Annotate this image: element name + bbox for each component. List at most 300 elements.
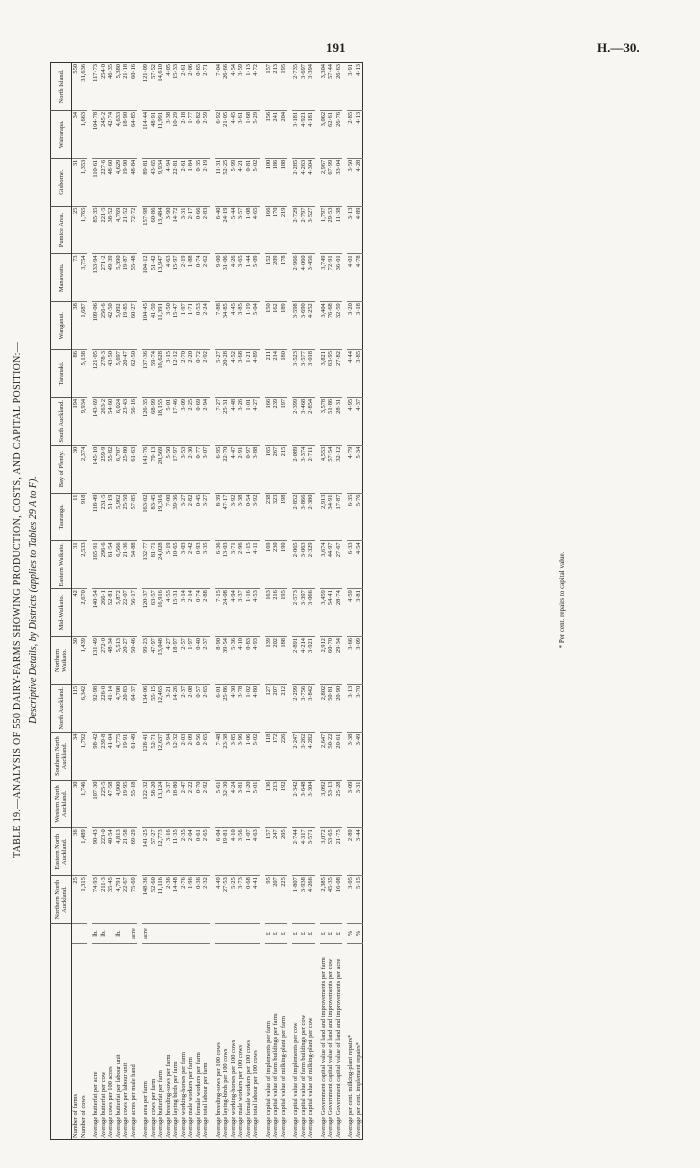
table-cell: 5,872 bbox=[115, 589, 123, 637]
table-cell: 132·77 bbox=[142, 541, 150, 589]
table-cell: 13,484 bbox=[157, 206, 165, 254]
table-cell: 92·98 bbox=[92, 684, 100, 732]
table-cell: 1·07 bbox=[245, 828, 253, 876]
table-cell: 172 bbox=[272, 732, 280, 780]
table-cell: 3,821 bbox=[320, 350, 328, 398]
table-cell: 6,342 bbox=[80, 684, 88, 732]
row-unit bbox=[122, 924, 130, 944]
table-cell: 2,533 bbox=[80, 541, 88, 589]
table-cell: 225 bbox=[280, 876, 288, 924]
table-cell: 3·20 bbox=[347, 302, 355, 350]
table-cell: 2·92 bbox=[202, 350, 210, 398]
table-cell: 19·95 bbox=[122, 780, 130, 828]
table-cell: 3·27 bbox=[180, 493, 188, 541]
header-corner bbox=[51, 924, 72, 1140]
table-cell: 3·92 bbox=[230, 493, 238, 541]
table-cell: 2·88 bbox=[202, 589, 210, 637]
table-cell: 157 bbox=[265, 63, 273, 111]
table-cell: 6,566 bbox=[115, 541, 123, 589]
table-cell: 12,637 bbox=[157, 732, 165, 780]
table-cell: 157·98 bbox=[142, 206, 150, 254]
table-cell: 22·81 bbox=[172, 158, 180, 206]
table-cell: 11 bbox=[72, 493, 80, 541]
table-cell: 214 bbox=[272, 350, 280, 398]
table-cell: 4·44 bbox=[347, 350, 355, 398]
table-cell: 226 bbox=[280, 732, 288, 780]
table-row bbox=[142, 63, 150, 1140]
table-row bbox=[195, 63, 203, 1140]
table-cell: 1,792 bbox=[80, 732, 88, 780]
table-cell: 4·304 bbox=[307, 158, 315, 206]
table-row bbox=[237, 63, 245, 1140]
table-cell: 3·16 bbox=[165, 828, 173, 876]
table-cell: 4·94 bbox=[230, 589, 238, 637]
table-cell: 263·2 bbox=[100, 397, 108, 445]
table-cell: 2·06 bbox=[187, 63, 195, 111]
table-cell: 4·89 bbox=[252, 350, 260, 398]
table-cell: 44·97 bbox=[327, 541, 335, 589]
row-label: Average female workers per 100 cows bbox=[244, 1039, 252, 1138]
table-cell: 5·76 bbox=[355, 493, 363, 541]
table-cell: 278·3 bbox=[100, 350, 108, 398]
table-cell: 20·90 bbox=[335, 684, 343, 732]
table-cell: 114·44 bbox=[142, 110, 150, 158]
table-cell: 29·34 bbox=[335, 637, 343, 685]
table-cell: 131·49 bbox=[92, 637, 100, 685]
table-cell: 60·27 bbox=[130, 302, 138, 350]
table-cell: 18·90 bbox=[122, 110, 130, 158]
table-cell: 34·91 bbox=[327, 493, 335, 541]
table-cell: 3·15 bbox=[165, 350, 173, 398]
table-cell: 166 bbox=[265, 397, 273, 445]
table-cell: 69·29 bbox=[130, 828, 138, 876]
table-cell: 50·46 bbox=[130, 637, 138, 685]
table-cell: 296·6 bbox=[100, 541, 108, 589]
table-cell: 53·13 bbox=[327, 780, 335, 828]
table-cell: 4·54 bbox=[355, 541, 363, 589]
table-cell: 0·74 bbox=[195, 254, 203, 302]
table-cell: 213 bbox=[272, 63, 280, 111]
table-cell: 0·72 bbox=[195, 350, 203, 398]
table-cell: 3,459 bbox=[320, 589, 328, 637]
table-cell: 3·68 bbox=[237, 350, 245, 398]
table-cell: 10·29 bbox=[172, 110, 180, 158]
row-label: Average male workers per 100 cows bbox=[237, 1044, 244, 1138]
table-cell: 0·68 bbox=[245, 876, 253, 924]
table-cell: 43·65 bbox=[150, 158, 158, 206]
table-cell: 30 bbox=[72, 445, 80, 493]
row-label: Average butterfat per farm bbox=[157, 1070, 164, 1138]
table-cell: 4·214 bbox=[300, 637, 308, 685]
table-cell: 0·35 bbox=[195, 158, 203, 206]
table-cell: 2·59 bbox=[202, 110, 210, 158]
table-cell: 3·59 bbox=[237, 63, 245, 111]
table-cell: 3·96 bbox=[237, 732, 245, 780]
table-cell: 4·181 bbox=[307, 110, 315, 158]
table-cell: 2·92 bbox=[202, 780, 210, 828]
table-cell: 271·2 bbox=[100, 254, 108, 302]
table-cell: 27·53 bbox=[222, 876, 230, 924]
table-cell: 3·304 bbox=[307, 780, 315, 828]
table-cell: 4·49 bbox=[215, 876, 223, 924]
table-cell: 3,072 bbox=[320, 828, 328, 876]
table-cell: 2·61 bbox=[180, 158, 188, 206]
row-label: Number of cows bbox=[79, 1095, 87, 1138]
table-cell: 1·16 bbox=[245, 589, 253, 637]
table-cell: 5·29 bbox=[252, 110, 260, 158]
table-cell: 3·91 bbox=[347, 63, 355, 111]
table-cell: 2·329 bbox=[307, 541, 315, 589]
table-cell: 2·82 bbox=[187, 493, 195, 541]
table-cell: 207 bbox=[272, 684, 280, 732]
table-cell: 24·19 bbox=[222, 206, 230, 254]
table-row bbox=[165, 63, 173, 1140]
table-cell: 26·63 bbox=[335, 63, 343, 111]
table-cell: 2·573 bbox=[292, 589, 300, 637]
table-cell: 2·089 bbox=[292, 445, 300, 493]
row-unit bbox=[237, 924, 245, 944]
table-cell: 42·50 bbox=[107, 302, 115, 350]
table-cell: 148·36 bbox=[142, 876, 150, 924]
table-cell: 20·27 bbox=[122, 637, 130, 685]
table-cell: 104·45 bbox=[142, 302, 150, 350]
table-cell: 72·91 bbox=[327, 254, 335, 302]
table-cell: 2·19 bbox=[180, 254, 188, 302]
table-cell: 3·14 bbox=[180, 589, 188, 637]
table-cell: 5·27 bbox=[215, 350, 223, 398]
table-cell: 5·99 bbox=[230, 158, 238, 206]
table-cell: 192 bbox=[280, 780, 288, 828]
table-cell: 3·523 bbox=[292, 350, 300, 398]
column-header: Bay of Plenty. bbox=[51, 445, 72, 493]
table-cell: 41·59 bbox=[150, 302, 158, 350]
table-cell: 4·48 bbox=[230, 397, 238, 445]
table-cell: 5·09 bbox=[252, 254, 260, 302]
table-cell: 2·36 bbox=[165, 876, 173, 924]
table-row bbox=[335, 63, 343, 1140]
table-cell: 104·12 bbox=[142, 254, 150, 302]
table-cell: 20·47 bbox=[122, 350, 130, 398]
table-cell: 21·36 bbox=[122, 541, 130, 589]
row-unit: £ bbox=[335, 924, 343, 944]
table-cell: 11·38 bbox=[335, 206, 343, 254]
table-cell: 6·04 bbox=[215, 828, 223, 876]
table-cell: 256·6 bbox=[100, 302, 108, 350]
table-footnote: * Per cent. repairs to capital value. bbox=[558, 551, 566, 649]
table-cell: 141·76 bbox=[142, 445, 150, 493]
row-label: Average working-horses per 100 cows bbox=[229, 1039, 237, 1138]
table-cell: 231·5 bbox=[100, 493, 108, 541]
table-cell: 5·01 bbox=[252, 780, 260, 828]
row-label: Average per cent. implement repairs* bbox=[354, 1042, 362, 1138]
table-cell: 74·93 bbox=[92, 876, 100, 924]
table-row bbox=[307, 63, 315, 1140]
table-cell: 4·41 bbox=[252, 876, 260, 924]
row-label: Average capital value of implements per cow bbox=[292, 1022, 299, 1138]
table-cell: 29·53 bbox=[327, 206, 335, 254]
table-cell: 61·54 bbox=[107, 541, 115, 589]
table-cell: 0·56 bbox=[195, 732, 203, 780]
row-unit bbox=[180, 924, 188, 944]
table-cell: 5·36 bbox=[230, 637, 238, 685]
table-cell: 1·84 bbox=[187, 158, 195, 206]
table-cell: 2·30 bbox=[187, 445, 195, 493]
table-cell: 259·9 bbox=[100, 445, 108, 493]
table-cell: 25 bbox=[72, 206, 80, 254]
table-cell: 3·598 bbox=[292, 302, 300, 350]
table-cell: 62·50 bbox=[130, 350, 138, 398]
row-unit: lb. bbox=[100, 924, 108, 944]
table-cell: 63·95 bbox=[327, 350, 335, 398]
table-header-row bbox=[51, 63, 72, 1140]
table-cell: 204 bbox=[280, 110, 288, 158]
table-cell: 115 bbox=[72, 684, 80, 732]
table-cell: 2·247 bbox=[292, 732, 300, 780]
table-cell: 127 bbox=[265, 684, 273, 732]
table-cell: 31,636 bbox=[80, 63, 88, 111]
column-header: Taranaki. bbox=[51, 350, 72, 398]
page-number: 191 bbox=[326, 40, 346, 55]
table-cell: 1·06 bbox=[245, 732, 253, 780]
table-cell: 4,629 bbox=[115, 158, 123, 206]
table-cell: 30 bbox=[72, 637, 80, 685]
table-cell: 195 bbox=[280, 589, 288, 637]
table-cell: 2·854 bbox=[307, 397, 315, 445]
table-cell: 24·08 bbox=[222, 589, 230, 637]
table-cell: 1·71 bbox=[187, 302, 195, 350]
table-cell: 17·46 bbox=[172, 397, 180, 445]
table-cell: 2,374 bbox=[80, 445, 88, 493]
table-cell: 2·37 bbox=[202, 637, 210, 685]
table-cell: 31·06 bbox=[222, 254, 230, 302]
row-unit: lb. bbox=[115, 924, 123, 944]
table-cell: 3·063 bbox=[300, 541, 308, 589]
table-cell: 3·90 bbox=[165, 206, 173, 254]
table-cell: 3·13 bbox=[347, 684, 355, 732]
table-cell: 3·61 bbox=[237, 110, 245, 158]
table-cell: 3·31 bbox=[180, 206, 188, 254]
table-cell: 5,138 bbox=[80, 350, 88, 398]
table-cell: 0·82 bbox=[195, 110, 203, 158]
column-header: Tauranga. bbox=[51, 493, 72, 541]
table-cell: 4·24 bbox=[230, 780, 238, 828]
table-cell: 1,353 bbox=[80, 158, 88, 206]
table-cell: 3·53 bbox=[180, 445, 188, 493]
table-cell: 3·49 bbox=[355, 732, 363, 780]
row-unit: acre bbox=[130, 924, 138, 944]
table-cell: 190 bbox=[280, 541, 288, 589]
table-row bbox=[230, 63, 238, 1140]
table-cell: 28·31 bbox=[335, 397, 343, 445]
table-cell: 241 bbox=[272, 110, 280, 158]
table-cell: 4·21 bbox=[237, 158, 245, 206]
table-cell: 25·28 bbox=[335, 780, 343, 828]
table-cell: 48·60 bbox=[107, 158, 115, 206]
table-cell: 4,769 bbox=[115, 206, 123, 254]
table-cell: 2·299 bbox=[292, 684, 300, 732]
table-cell: 3·66 bbox=[347, 637, 355, 685]
table-cell: 5·61 bbox=[215, 780, 223, 828]
table-cell: 6·35 bbox=[347, 493, 355, 541]
table-cell: 57·52 bbox=[150, 63, 158, 111]
table-cell: 7·88 bbox=[215, 302, 223, 350]
table-cell: 126·35 bbox=[142, 397, 150, 445]
table-cell: 52·81 bbox=[107, 589, 115, 637]
table-cell: 3·181 bbox=[292, 110, 300, 158]
table-cell: 207 bbox=[272, 876, 280, 924]
table-cell: 1·77 bbox=[187, 110, 195, 158]
table-cell: 194 bbox=[72, 397, 80, 445]
table-cell: 35·45 bbox=[107, 876, 115, 924]
column-header: Gisborne. bbox=[51, 158, 72, 206]
column-header: Mid-Waikato. bbox=[51, 589, 72, 637]
table-cell: 189 bbox=[280, 302, 288, 350]
table-cell: 41·04 bbox=[107, 732, 115, 780]
table-row bbox=[115, 63, 123, 1140]
table-cell: 3·26 bbox=[237, 397, 245, 445]
table-cell: 4·27 bbox=[252, 397, 260, 445]
table-cell: 245·2 bbox=[100, 110, 108, 158]
table-cell: 51·86 bbox=[327, 397, 335, 445]
table-cell: 5·15 bbox=[355, 876, 363, 924]
table-cell: 10·65 bbox=[172, 541, 180, 589]
table-cell: 2·08 bbox=[187, 684, 195, 732]
table-row bbox=[355, 63, 363, 1140]
row-unit bbox=[157, 924, 165, 944]
table-cell: 4·72 bbox=[252, 63, 260, 111]
table-cell: 3·65 bbox=[237, 254, 245, 302]
table-cell: 212 bbox=[280, 684, 288, 732]
table-cell: 20·28 bbox=[222, 350, 230, 398]
table-cell: 2·19 bbox=[202, 158, 210, 206]
table-cell: 27·82 bbox=[335, 350, 343, 398]
table-cell: 5·02 bbox=[252, 158, 260, 206]
table-cell: 223·0 bbox=[100, 828, 108, 876]
table-cell: 3·21 bbox=[165, 684, 173, 732]
table-cell: 165·91 bbox=[92, 541, 100, 589]
table-cell: 19·85 bbox=[122, 302, 130, 350]
table-cell: 216 bbox=[272, 589, 280, 637]
table-cell: 54·60 bbox=[107, 397, 115, 445]
table-cell: 55·82 bbox=[107, 445, 115, 493]
table-row bbox=[180, 63, 188, 1140]
table-cell: 13,124 bbox=[157, 780, 165, 828]
table-cell: 188 bbox=[280, 637, 288, 685]
table-cell: 32·12 bbox=[335, 445, 343, 493]
table-cell: 140·54 bbox=[92, 589, 100, 637]
table-cell: 550 bbox=[72, 63, 80, 111]
table-cell: 3·37 bbox=[165, 780, 173, 828]
table-cell: 41·14 bbox=[107, 684, 115, 732]
table-cell: 8·90 bbox=[215, 637, 223, 685]
table-cell: 48·34 bbox=[107, 637, 115, 685]
table-cell: 56·17 bbox=[130, 589, 138, 637]
table-cell: 186 bbox=[272, 158, 280, 206]
table-cell: 1,315 bbox=[80, 876, 88, 924]
table-cell: 99·23 bbox=[142, 637, 150, 685]
table-cell: 0·53 bbox=[195, 302, 203, 350]
table-cell: 1,663 bbox=[80, 110, 88, 158]
table-cell: 3·05 bbox=[347, 876, 355, 924]
row-label: Average breeding-sows per farm bbox=[164, 1054, 172, 1138]
table-cell: 2·729 bbox=[292, 206, 300, 254]
table-cell: 4·05 bbox=[165, 63, 173, 111]
table-cell: 56·16 bbox=[130, 397, 138, 445]
row-label: Average acres per male hand bbox=[129, 1064, 137, 1138]
table-cell: 2·20 bbox=[187, 350, 195, 398]
table-row bbox=[222, 63, 230, 1140]
table-cell: 4·13 bbox=[355, 110, 363, 158]
row-unit bbox=[165, 924, 173, 944]
table-cell: 2·03 bbox=[180, 732, 188, 780]
table-cell: 21·52 bbox=[122, 206, 130, 254]
table-cell: 11·31 bbox=[215, 158, 223, 206]
table-cell: 110·61 bbox=[92, 158, 100, 206]
table-cell: 5·44 bbox=[230, 206, 238, 254]
table-cell: 3·09 bbox=[355, 637, 363, 685]
table-cell: 1,765 bbox=[80, 206, 88, 254]
row-unit bbox=[252, 924, 260, 944]
column-header: Eastern Waikato. bbox=[51, 541, 72, 589]
table-cell: 2,967 bbox=[320, 158, 328, 206]
table-cell: 133·94 bbox=[92, 254, 100, 302]
table-cell: 54·41 bbox=[327, 589, 335, 637]
row-unit: £ bbox=[265, 924, 273, 944]
row-unit bbox=[222, 924, 230, 944]
table-cell: 4·282 bbox=[307, 732, 315, 780]
table-cell: 139 bbox=[265, 637, 273, 685]
table-cell: 2·65 bbox=[202, 732, 210, 780]
table-row bbox=[172, 63, 180, 1140]
table-row bbox=[107, 63, 115, 1140]
table-cell: 23·43 bbox=[122, 397, 130, 445]
table-cell: 3·92 bbox=[252, 493, 260, 541]
table-cell: 2·17 bbox=[187, 206, 195, 254]
table-cell: 5·01 bbox=[165, 397, 173, 445]
table-cell: 3·85 bbox=[230, 732, 238, 780]
table-cell: 2·399 bbox=[292, 397, 300, 445]
table-cell: 7·48 bbox=[215, 732, 223, 780]
table-cell: 3·38 bbox=[347, 732, 355, 780]
row-unit bbox=[72, 924, 80, 944]
table-cell: 43·50 bbox=[107, 350, 115, 398]
table-cell: 19·81 bbox=[222, 828, 230, 876]
row-unit: £ bbox=[292, 924, 300, 944]
table-cell: 45·35 bbox=[327, 876, 335, 924]
table-cell: 145·10 bbox=[92, 445, 100, 493]
table-cell: 0·83 bbox=[245, 637, 253, 685]
table-cell: 4·65 bbox=[252, 206, 260, 254]
table-cell: 3,674 bbox=[320, 541, 328, 589]
table-cell: 4·060 bbox=[300, 254, 308, 302]
table-cell: 3·921 bbox=[307, 637, 315, 685]
table-cell: 3·44 bbox=[355, 828, 363, 876]
table-cell: 2·852 bbox=[292, 493, 300, 541]
table-cell: 4,708 bbox=[115, 684, 123, 732]
table-cell: 16·08 bbox=[335, 876, 343, 924]
table-cell: 2·797 bbox=[300, 206, 308, 254]
table-cell: 2·65 bbox=[202, 684, 210, 732]
row-label: Average butterfat per labour unit bbox=[114, 1054, 122, 1138]
table-cell: 2·57 bbox=[180, 637, 188, 685]
table-subcaption: Descriptive Details, by Districts (applies to Tables 29 A to F). bbox=[28, 476, 39, 724]
row-label: Average working-horses per farm bbox=[179, 1052, 187, 1138]
row-unit: acre bbox=[142, 924, 150, 944]
table-cell: 17·97 bbox=[172, 445, 180, 493]
table-cell: 3,304 bbox=[320, 63, 328, 111]
table-cell: 156 bbox=[265, 110, 273, 158]
table-row bbox=[150, 63, 158, 1140]
